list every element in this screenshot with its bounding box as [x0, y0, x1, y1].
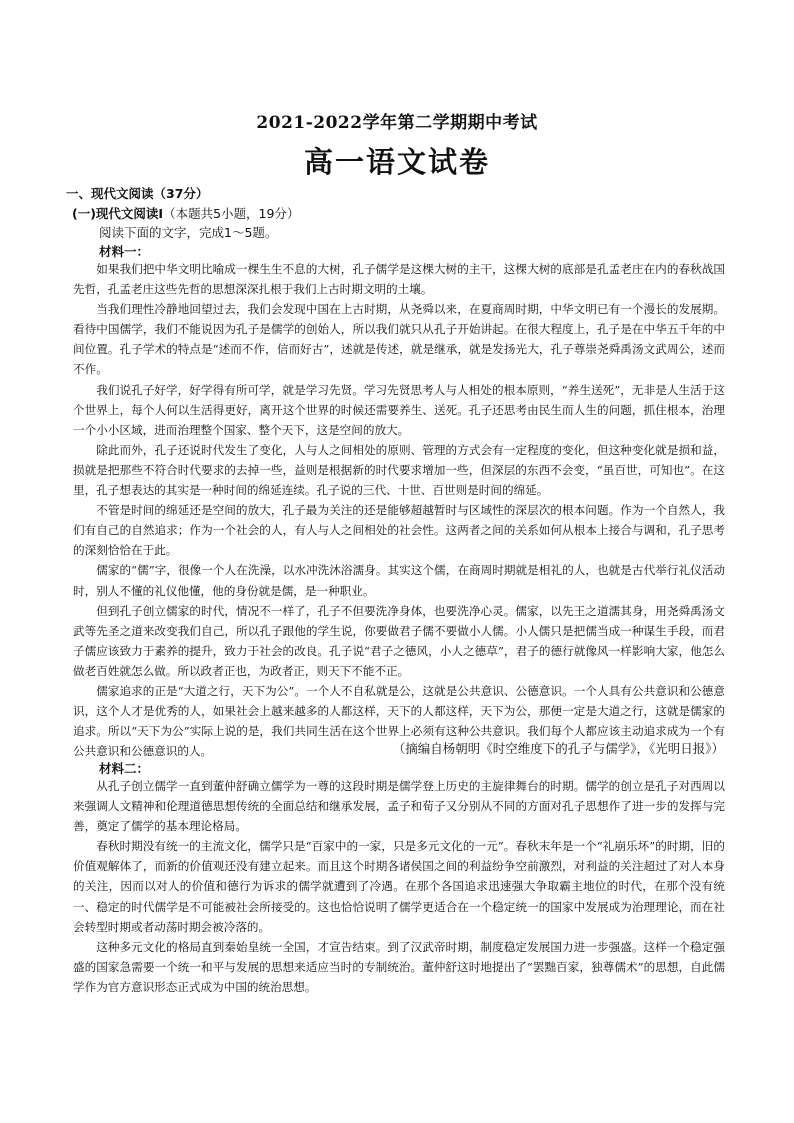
- material1-paragraph: 但到孔子创立儒家的时代，情况不一样了，孔子不但要洗净身体，也要洗净心灵。儒家，以先王之道濡其身，用尧舜禹汤文武等先圣之道来改变我们自己，所以孔子跟他的学生说，你要做君子儒不要做小人儒。小人儒只是把儒当成一种谋生手段，而君子儒应该致力于素养的提升，致力于社会的改良。孔子说“君子之德风，小人之德草”，君子的德行就像风一样影响大家，他怎么做老百姓就怎么做。所以政者正也，为政者正，则天下不能不正。: [73, 603, 725, 678]
- reading-instruction: 阅读下面的文字，完成1～5题。: [99, 225, 278, 240]
- material1-paragraph: 儒家追求的正是“大道之行，天下为公”。一个人不自私就是公，这就是公共意识、公德意识。一个人具有公共意识和公德意识，这个人才是优秀的人，如果社会上越来越多的人都这样，天下的人都这样，天下为公，那便一定是大道之行，这就是儒家的追求。所以“天下为公”实际上说的是，我们共同生活在这个世界上必须有这种公共意识。我们每个人都应该主动追求成为一个有公共意识和公德意识的人。: [73, 683, 725, 759]
- material2-paragraph: 从孔子创立儒学一直到董仲舒确立儒学为一尊的这段时期是儒学登上历史的主旋律舞台的时期。儒学的创立是孔子对西周以来强调人文精神和伦理道德思想传统的全面总结和继承发展，孟子和荀子又分别从不同的方面对孔子思想作了进一步的发挥与完善，奠定了儒学的基本理论格局。: [73, 779, 725, 834]
- material2-paragraph: 这种多元文化的格局直到秦始皇统一全国，才宣告结束。到了汉武帝时期，制度稳定发展国力进一步强盛。这样一个稳定强盛的国家急需要一个统一和平与发展的思想来适应当时的专制统治。董仲舒这时地提出了“罢黜百家，独尊儒术”的思想，自此儒学作为官方意识形态正式成为中国的统治思想。: [73, 939, 725, 994]
- subsection-note: （本题共5小题，19分）: [163, 206, 300, 221]
- paper-title: 高一语文试卷: [303, 145, 490, 179]
- subsection-heading: [72, 204, 299, 222]
- section-heading: 一、现代文阅读（37分）: [66, 186, 209, 201]
- material1-paragraph: 当我们理性冷静地回望过去，我们会发现中国在上古时期，从尧舜以来，在夏商周时期，中华文明已有一个漫长的发展期。看待中国儒学，我们不能说因为孔子是儒学的创始人，所以我们就只从孔子开始讲起。在很大程度上，孔子是在中华五千年的中间位置。孔子学术的特点是“述而不作，信而好古”，述就是传述，就是继承，就是发扬光大，孔子尊崇尧舜禹汤文武周公，述而不作。: [73, 302, 725, 377]
- subsection-label: (一)现代文阅读Ⅰ: [72, 206, 164, 221]
- material1-body: [73, 259, 725, 761]
- material2-label: 材料二：: [99, 761, 150, 776]
- material1-paragraph: 如果我们把中华文明比喻成一棵生生不息的大树，孔子儒学是这棵大树的主干，这棵大树的底部是孔孟老庄在内的春秋战国先哲，孔孟老庄这些先哲的思想深深扎根于我们上古时期文明的土壤。: [73, 262, 725, 297]
- material1-label: 材料一：: [99, 244, 150, 259]
- material1-paragraph: 儒家的“儒”字，很像一个人在洗澡，以水冲洗沐浴濡身。其实这个儒，在商周时期就是相礼的人，也就是古代举行礼仪活动时，别人不懂的礼仪他懂，他的身份就是儒，是一种职业。: [73, 563, 725, 598]
- material1-citation: （摘编自杨朝明《时空维度下的孔子与儒学》，《光明日报》）: [392, 741, 724, 756]
- material1-paragraph: 我们说孔子好学，好学得有所可学，就是学习先贤。学习先贤思考人与人相处的根本原则，“养生送死”，无非是人生活于这个世界上，每个人何以生活得更好，离开这个世界的时候还需要养生、送死。孔子还思考由民生而人生的问题，抓住根本，治理一个小小区域，进而治理整个国家、整个天下，这是空间的放大。: [73, 382, 725, 437]
- material2-body: [73, 776, 725, 997]
- material1-paragraph: 不管是时间的绵延还是空间的放大，孔子最为关注的还是能够超越暂时与区域性的深层次的根本问题。作为一个自然人，我们有自己的自然追求；作为一个社会的人，有人与人之间相处的社会性。这两者之间的关系如何从根本上接合与调和，孔子思考的深刻恰恰在于此。: [73, 503, 725, 558]
- exam-title: 2021-2022学年第二学期期中考试: [256, 113, 538, 133]
- material2-paragraph: 春秋时期没有统一的主流文化，儒学只是“百家中的一家，只是多元文化的一元”。春秋末年是一个“礼崩乐坏”的时期，旧的价值观解体了，而新的价值观还没有建立起来。而且这个时期各诸侯国之间的利益纷争空前激烈，对利益的关注超过了对人本身的关注，因而以对人的价值和德行为诉求的儒学就遭到了冷遇。在那个各国追求迅速强大争取霸主地位的时代，在那个没有统一、稳定的时代儒学是不可能被社会所接受的。这也恰恰说明了儒学更适合在一个稳定统一的国家中发展成为治理理论，而在社会转型时期或者动荡时期会被冷落的。: [73, 839, 725, 934]
- material1-paragraph: 除此而外，孔子还说时代发生了变化，人与人之间相处的原则、管理的方式会有一定程度的变化，但这种变化就是损和益，损就是把那些不符合时代要求的去掉一些，益则是根据新的时代要求增加一些，但深层的东西不会变，“虽百世，可知也”。在这里，孔子想表达的其实是一种时间的绵延连续。孔子说的三代、十世、百世则是时间的绵延。: [73, 442, 725, 498]
